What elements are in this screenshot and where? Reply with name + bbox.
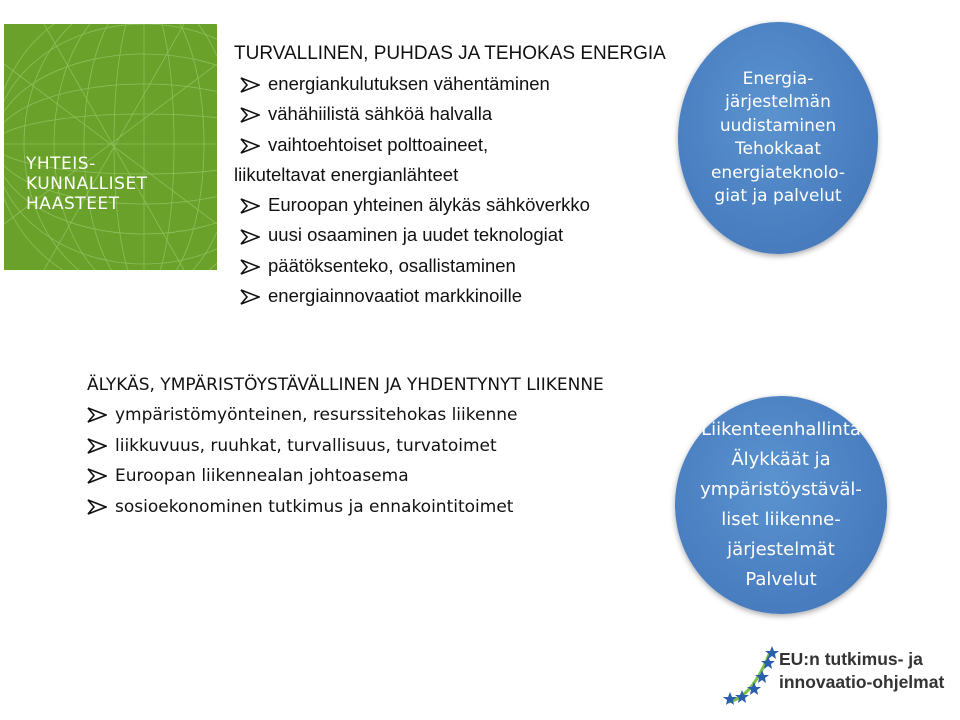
energy-list-text: energiainnovaatiot markkinoille [268,285,523,307]
arrow-bullet-icon [87,499,109,515]
challenges-tile [4,24,217,270]
callout-line: järjestelmän [725,92,831,112]
callout-line: ympäristöystäväl- [700,479,862,500]
traffic-list-item [87,431,604,462]
energy-list-text: uusi osaaminen ja uudet teknologiat [268,224,564,246]
traffic-list-text: Euroopan liikennealan johtoasema [115,466,409,487]
energy-list-text: päätöksenteko, osallistaminen [268,254,516,276]
energy-section [234,39,666,311]
callout-line: järjestelmät [727,539,835,560]
tile-label-line: KUNNALLISET [26,174,148,194]
arrow-bullet-icon [87,468,109,484]
energy-list-text: vaihtoehtoiset polttoaineet, [268,133,489,155]
energy-list-text: Euroopan yhteinen älykäs sähköverkko [268,194,590,216]
callout-line: Palvelut [745,569,817,590]
arrow-bullet-icon [87,438,109,454]
tile-label-line: YHTEIS- [26,154,96,174]
callout-line: liset liikenne- [721,509,841,530]
dome-lattice-graphic [4,24,217,270]
callout-line: Älykkäät ja [731,449,831,470]
energy-list-text: vähähiilistä sähköä halvalla [268,103,493,125]
arrow-bullet-icon [240,138,262,154]
traffic-list [87,400,604,522]
callout-line: Liikenteenhallinta [701,419,861,440]
energy-list-item [234,220,666,250]
traffic-list-text: liikkuvuus, ruuhkat, turvallisuus, turvatoimet [115,435,497,456]
callout-line: Tehokkaat [734,139,822,159]
star-swoosh-icon [722,640,782,710]
energy-list-text: liikuteltavat energianlähteet [234,163,459,185]
eu-logo-line: EU:n tutkimus- ja [779,649,923,669]
eu-logo-text [779,648,944,694]
traffic-list-item [87,461,604,492]
eu-logo-line: innovaatio-ohjelmat [779,672,945,692]
traffic-heading: ÄLYKÄS, YMPÄRISTÖYSTÄVÄLLINEN JA YHDENTYNYT LIIKENNE [87,375,604,395]
arrow-bullet-icon [240,198,262,214]
energy-list-item [234,130,666,160]
traffic-list-item [87,492,604,523]
traffic-list-text: ympäristömyönteinen, resurssitehokas liikenne [115,405,518,425]
arrow-bullet-icon [240,107,262,123]
callout-line: giat ja palvelut [714,186,842,206]
energy-list-item [234,99,666,129]
tile-label-line: HAASTEET [26,194,120,214]
tile-label [26,154,148,214]
arrow-bullet-icon [240,289,262,305]
energy-list-item [234,251,666,281]
callout-line: Energia- [742,68,814,89]
energy-list-item [234,190,666,220]
traffic-callout [675,396,887,614]
energy-heading: TURVALLINEN, PUHDAS JA TEHOKAS ENERGIA [234,43,666,64]
energy-list [234,69,666,311]
arrow-bullet-icon [87,407,109,423]
traffic-list-item [87,400,604,431]
energy-callout [678,22,878,254]
energy-list-text: energiankulutuksen vähentäminen [268,73,550,94]
energy-list-item [234,69,666,99]
callout-line: energiateknolo- [710,162,846,183]
arrow-bullet-icon [240,229,262,245]
energy-list-item [234,281,666,311]
callout-line: uudistaminen [719,115,837,136]
traffic-list-text: sosioekonominen tutkimus ja ennakointitoimet [115,496,514,517]
arrow-bullet-icon [240,77,262,93]
energy-list-item [234,160,666,190]
traffic-section [87,370,604,522]
arrow-bullet-icon [240,259,262,275]
